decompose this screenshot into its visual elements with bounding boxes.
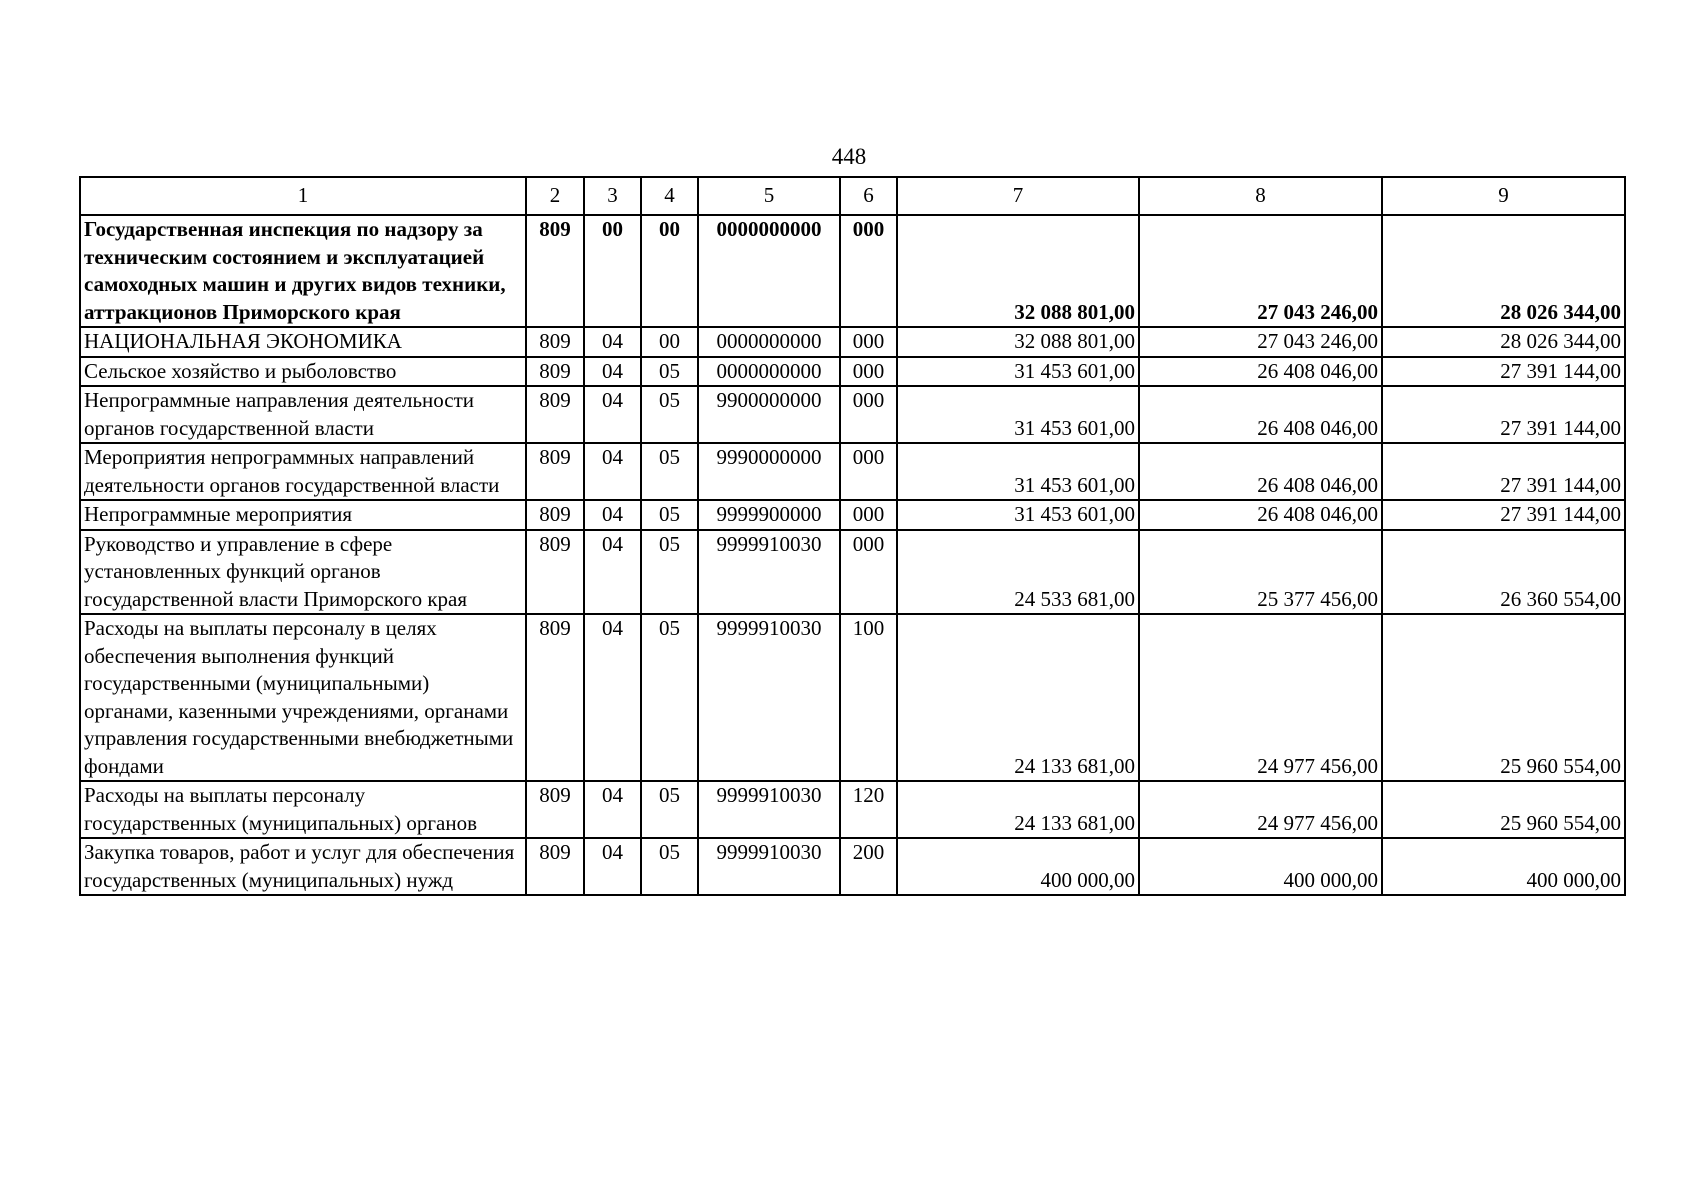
code-col2: 809 [526, 500, 584, 530]
budget-table [79, 176, 1626, 896]
code-col2: 809 [526, 838, 584, 895]
code-col4: 05 [641, 781, 698, 838]
table-row [80, 781, 1625, 838]
amount-col7: 31 453 601,00 [897, 500, 1139, 530]
amount-col7: 31 453 601,00 [897, 386, 1139, 443]
amount-col9: 27 391 144,00 [1382, 357, 1625, 387]
row-name: Мероприятия непрограммных направлений деятельности органов государственной власти [80, 443, 526, 500]
amount-col8: 25 377 456,00 [1139, 530, 1382, 615]
amount-col9: 400 000,00 [1382, 838, 1625, 895]
code-col6: 000 [840, 500, 897, 530]
amount-col7: 24 133 681,00 [897, 781, 1139, 838]
amount-col9: 27 391 144,00 [1382, 443, 1625, 500]
column-header: 2 [526, 177, 584, 215]
amount-col8: 24 977 456,00 [1139, 614, 1382, 781]
code-col5: 9990000000 [698, 443, 840, 500]
code-col4: 05 [641, 530, 698, 615]
amount-col8: 26 408 046,00 [1139, 500, 1382, 530]
code-col3: 04 [584, 614, 641, 781]
amount-col9: 27 391 144,00 [1382, 386, 1625, 443]
code-col4: 00 [641, 215, 698, 327]
amount-col7: 31 453 601,00 [897, 443, 1139, 500]
amount-col8: 26 408 046,00 [1139, 386, 1382, 443]
code-col6: 000 [840, 386, 897, 443]
code-col4: 05 [641, 838, 698, 895]
code-col4: 05 [641, 357, 698, 387]
table-row [80, 614, 1625, 781]
code-col5: 0000000000 [698, 215, 840, 327]
column-header: 1 [80, 177, 526, 215]
code-col4: 05 [641, 614, 698, 781]
column-header: 8 [1139, 177, 1382, 215]
code-col2: 809 [526, 443, 584, 500]
code-col5: 9999910030 [698, 838, 840, 895]
code-col4: 05 [641, 386, 698, 443]
code-col6: 120 [840, 781, 897, 838]
amount-col7: 32 088 801,00 [897, 215, 1139, 327]
table-row [80, 357, 1625, 387]
code-col5: 0000000000 [698, 327, 840, 357]
table-row [80, 500, 1625, 530]
amount-col7: 400 000,00 [897, 838, 1139, 895]
column-header: 7 [897, 177, 1139, 215]
column-header: 9 [1382, 177, 1625, 215]
amount-col8: 27 043 246,00 [1139, 215, 1382, 327]
code-col2: 809 [526, 781, 584, 838]
code-col2: 809 [526, 327, 584, 357]
table-row [80, 327, 1625, 357]
amount-col8: 400 000,00 [1139, 838, 1382, 895]
code-col6: 000 [840, 443, 897, 500]
code-col3: 04 [584, 357, 641, 387]
table-row [80, 838, 1625, 895]
column-header: 4 [641, 177, 698, 215]
amount-col8: 26 408 046,00 [1139, 357, 1382, 387]
column-header: 3 [584, 177, 641, 215]
row-name: Расходы на выплаты персоналу в целях обеспечения выполнения функций государственными (муниципальными) органами, казенными учреждениями, органами управления государственными внебюджетными фондами [80, 614, 526, 781]
code-col5: 9900000000 [698, 386, 840, 443]
code-col5: 0000000000 [698, 357, 840, 387]
table-row [80, 215, 1625, 327]
code-col5: 9999910030 [698, 614, 840, 781]
amount-col8: 27 043 246,00 [1139, 327, 1382, 357]
page-number: 448 [831, 144, 867, 169]
code-col4: 00 [641, 327, 698, 357]
code-col5: 9999910030 [698, 781, 840, 838]
code-col3: 04 [584, 443, 641, 500]
code-col3: 04 [584, 500, 641, 530]
row-name: Государственная инспекция по надзору за техническим состоянием и эксплуатацией самоходных машин и других видов техники, аттракционов Приморского края [80, 215, 526, 327]
table-row [80, 443, 1625, 500]
amount-col7: 32 088 801,00 [897, 327, 1139, 357]
code-col4: 05 [641, 500, 698, 530]
row-name: Закупка товаров, работ и услуг для обеспечения государственных (муниципальных) нужд [80, 838, 526, 895]
table-row [80, 530, 1625, 615]
column-header: 5 [698, 177, 840, 215]
row-name: НАЦИОНАЛЬНАЯ ЭКОНОМИКА [80, 327, 526, 357]
amount-col9: 27 391 144,00 [1382, 500, 1625, 530]
code-col6: 000 [840, 530, 897, 615]
code-col3: 04 [584, 386, 641, 443]
amount-col7: 24 133 681,00 [897, 614, 1139, 781]
code-col2: 809 [526, 386, 584, 443]
code-col6: 100 [840, 614, 897, 781]
table-header-row [80, 177, 1625, 215]
amount-col7: 24 533 681,00 [897, 530, 1139, 615]
code-col3: 04 [584, 327, 641, 357]
amount-col9: 28 026 344,00 [1382, 215, 1625, 327]
code-col6: 000 [840, 215, 897, 327]
code-col3: 04 [584, 838, 641, 895]
table-row [80, 386, 1625, 443]
amount-col8: 24 977 456,00 [1139, 781, 1382, 838]
code-col5: 9999910030 [698, 530, 840, 615]
amount-col7: 31 453 601,00 [897, 357, 1139, 387]
code-col2: 809 [526, 614, 584, 781]
code-col6: 000 [840, 357, 897, 387]
row-name: Руководство и управление в сфере установленных функций органов государственной власти Приморского края [80, 530, 526, 615]
code-col2: 809 [526, 357, 584, 387]
column-header: 6 [840, 177, 897, 215]
code-col3: 04 [584, 530, 641, 615]
amount-col9: 25 960 554,00 [1382, 614, 1625, 781]
amount-col9: 26 360 554,00 [1382, 530, 1625, 615]
code-col6: 200 [840, 838, 897, 895]
code-col3: 04 [584, 781, 641, 838]
code-col4: 05 [641, 443, 698, 500]
code-col3: 00 [584, 215, 641, 327]
code-col2: 809 [526, 215, 584, 327]
row-name: Непрограммные направления деятельности органов государственной власти [80, 386, 526, 443]
code-col5: 9999900000 [698, 500, 840, 530]
row-name: Сельское хозяйство и рыболовство [80, 357, 526, 387]
amount-col9: 25 960 554,00 [1382, 781, 1625, 838]
code-col6: 000 [840, 327, 897, 357]
amount-col8: 26 408 046,00 [1139, 443, 1382, 500]
code-col2: 809 [526, 530, 584, 615]
row-name: Расходы на выплаты персоналу государственных (муниципальных) органов [80, 781, 526, 838]
amount-col9: 28 026 344,00 [1382, 327, 1625, 357]
row-name: Непрограммные мероприятия [80, 500, 526, 530]
